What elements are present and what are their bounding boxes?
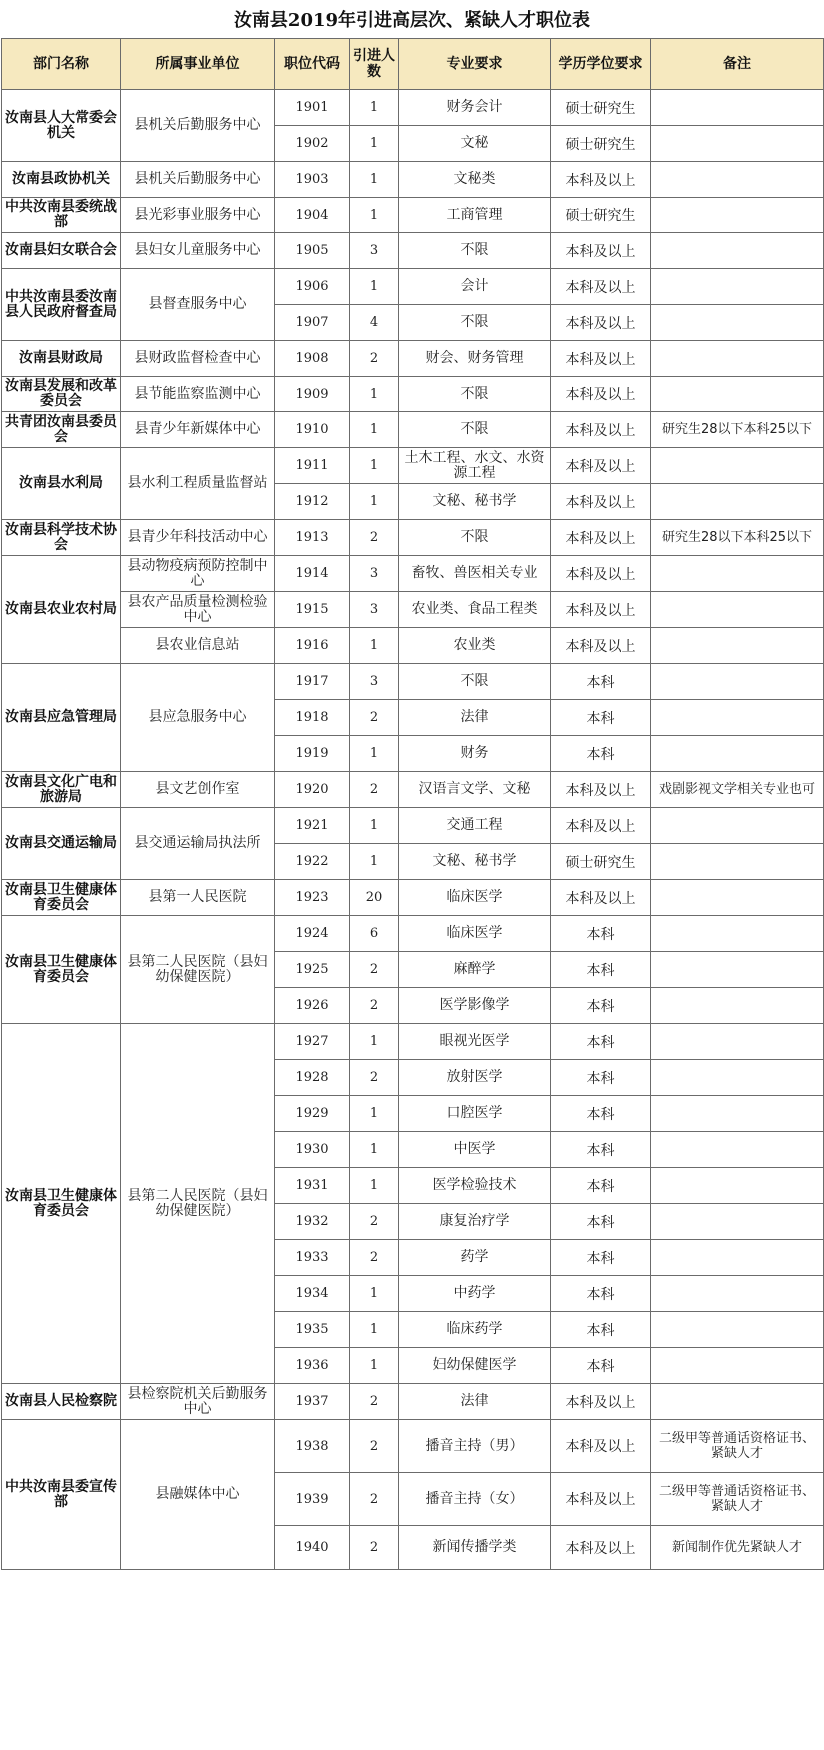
education-requirement-cell: 本科及以上	[551, 520, 651, 556]
education-requirement-cell: 本科及以上	[551, 808, 651, 844]
position-code-cell: 1935	[275, 1312, 350, 1348]
note-cell	[651, 1204, 824, 1240]
dept-name-cell: 中共汝南县委宣传部	[2, 1420, 121, 1570]
note-cell	[651, 556, 824, 592]
position-code-cell: 1908	[275, 341, 350, 377]
header-note: 备注	[651, 39, 824, 90]
position-code-cell: 1932	[275, 1204, 350, 1240]
major-requirement-cell: 中药学	[399, 1276, 551, 1312]
education-requirement-cell: 本科及以上	[551, 772, 651, 808]
job-positions-table	[1, 38, 824, 1570]
headcount-cell: 1	[350, 1348, 399, 1384]
major-requirement-cell: 不限	[399, 664, 551, 700]
education-requirement-cell: 本科及以上	[551, 341, 651, 377]
education-requirement-cell: 本科及以上	[551, 628, 651, 664]
major-requirement-cell: 工商管理	[399, 198, 551, 233]
major-requirement-cell: 播音主持（男）	[399, 1420, 551, 1473]
education-requirement-cell: 硕士研究生	[551, 844, 651, 880]
headcount-cell: 3	[350, 592, 399, 628]
header-dept: 部门名称	[2, 39, 121, 90]
headcount-cell: 2	[350, 1473, 399, 1526]
unit-name-cell: 县文艺创作室	[121, 772, 275, 808]
unit-name-cell: 县机关后勤服务中心	[121, 90, 275, 162]
education-requirement-cell: 本科及以上	[551, 1420, 651, 1473]
note-cell	[651, 1168, 824, 1204]
unit-name-cell: 县应急服务中心	[121, 664, 275, 772]
note-cell	[651, 1060, 824, 1096]
headcount-cell: 2	[350, 988, 399, 1024]
major-requirement-cell: 文秘类	[399, 162, 551, 198]
headcount-cell: 2	[350, 1204, 399, 1240]
headcount-cell: 1	[350, 1132, 399, 1168]
education-requirement-cell: 本科及以上	[551, 162, 651, 198]
dept-name-cell: 汝南县妇女联合会	[2, 233, 121, 269]
position-code-cell: 1933	[275, 1240, 350, 1276]
headcount-cell: 1	[350, 1024, 399, 1060]
unit-name-cell: 县农产品质量检测检验中心	[121, 592, 275, 628]
education-requirement-cell: 本科	[551, 1276, 651, 1312]
headcount-cell: 1	[350, 736, 399, 772]
major-requirement-cell: 眼视光医学	[399, 1024, 551, 1060]
dept-name-cell: 中共汝南县委汝南县人民政府督查局	[2, 269, 121, 341]
position-code-cell: 1913	[275, 520, 350, 556]
headcount-cell: 1	[350, 377, 399, 412]
education-requirement-cell: 本科	[551, 1132, 651, 1168]
education-requirement-cell: 本科及以上	[551, 412, 651, 448]
dept-name-cell: 汝南县卫生健康体育委员会	[2, 880, 121, 916]
headcount-cell: 1	[350, 162, 399, 198]
education-requirement-cell: 本科及以上	[551, 448, 651, 484]
position-code-cell: 1940	[275, 1526, 350, 1570]
position-code-cell: 1909	[275, 377, 350, 412]
headcount-cell: 3	[350, 233, 399, 269]
headcount-cell: 2	[350, 772, 399, 808]
header-row	[2, 39, 824, 90]
table-row	[2, 880, 824, 916]
table-row	[2, 520, 824, 556]
headcount-cell: 1	[350, 412, 399, 448]
position-code-cell: 1929	[275, 1096, 350, 1132]
dept-name-cell: 汝南县发展和改革委员会	[2, 377, 121, 412]
unit-name-cell: 县青少年科技活动中心	[121, 520, 275, 556]
education-requirement-cell: 本科	[551, 1096, 651, 1132]
education-requirement-cell: 本科	[551, 736, 651, 772]
education-requirement-cell: 本科	[551, 1348, 651, 1384]
dept-name-cell: 汝南县财政局	[2, 341, 121, 377]
headcount-cell: 1	[350, 1312, 399, 1348]
position-code-cell: 1903	[275, 162, 350, 198]
major-requirement-cell: 新闻传播学类	[399, 1526, 551, 1570]
education-requirement-cell: 本科	[551, 952, 651, 988]
dept-name-cell: 汝南县水利局	[2, 448, 121, 520]
table-row	[2, 162, 824, 198]
unit-name-cell: 县妇女儿童服务中心	[121, 233, 275, 269]
major-requirement-cell: 医学检验技术	[399, 1168, 551, 1204]
education-requirement-cell: 本科	[551, 1024, 651, 1060]
position-code-cell: 1922	[275, 844, 350, 880]
headcount-cell: 2	[350, 1420, 399, 1473]
education-requirement-cell: 本科	[551, 1060, 651, 1096]
position-code-cell: 1924	[275, 916, 350, 952]
major-requirement-cell: 不限	[399, 377, 551, 412]
table-row	[2, 916, 824, 952]
headcount-cell: 1	[350, 628, 399, 664]
note-cell	[651, 1384, 824, 1420]
position-code-cell: 1931	[275, 1168, 350, 1204]
major-requirement-cell: 不限	[399, 233, 551, 269]
position-code-cell: 1916	[275, 628, 350, 664]
education-requirement-cell: 本科及以上	[551, 233, 651, 269]
headcount-cell: 2	[350, 520, 399, 556]
headcount-cell: 3	[350, 556, 399, 592]
major-requirement-cell: 法律	[399, 700, 551, 736]
header-code: 职位代码	[275, 39, 350, 90]
unit-name-cell: 县财政监督检查中心	[121, 341, 275, 377]
headcount-cell: 1	[350, 1096, 399, 1132]
position-code-cell: 1934	[275, 1276, 350, 1312]
table-row	[2, 772, 824, 808]
table-row	[2, 198, 824, 233]
major-requirement-cell: 放射医学	[399, 1060, 551, 1096]
unit-name-cell: 县第二人民医院（县妇幼保健医院）	[121, 1024, 275, 1384]
major-requirement-cell: 临床药学	[399, 1312, 551, 1348]
table-row	[2, 556, 824, 592]
table-row	[2, 664, 824, 700]
note-cell	[651, 305, 824, 341]
unit-name-cell: 县农业信息站	[121, 628, 275, 664]
position-code-cell: 1905	[275, 233, 350, 269]
unit-name-cell: 县检察院机关后勤服务中心	[121, 1384, 275, 1420]
major-requirement-cell: 农业类	[399, 628, 551, 664]
note-cell	[651, 592, 824, 628]
note-cell	[651, 844, 824, 880]
headcount-cell: 1	[350, 484, 399, 520]
major-requirement-cell: 财务	[399, 736, 551, 772]
major-requirement-cell: 播音主持（女）	[399, 1473, 551, 1526]
position-code-cell: 1901	[275, 90, 350, 126]
note-cell	[651, 916, 824, 952]
note-cell	[651, 1132, 824, 1168]
unit-name-cell: 县动物疫病预防控制中心	[121, 556, 275, 592]
dept-name-cell: 汝南县交通运输局	[2, 808, 121, 880]
major-requirement-cell: 医学影像学	[399, 988, 551, 1024]
position-code-cell: 1904	[275, 198, 350, 233]
table-row	[2, 90, 824, 126]
note-cell	[651, 880, 824, 916]
note-cell: 戏剧影视文学相关专业也可	[651, 772, 824, 808]
headcount-cell: 2	[350, 1384, 399, 1420]
table-row	[2, 269, 824, 305]
unit-name-cell: 县督查服务中心	[121, 269, 275, 341]
table-row	[2, 1384, 824, 1420]
major-requirement-cell: 财会、财务管理	[399, 341, 551, 377]
major-requirement-cell: 畜牧、兽医相关专业	[399, 556, 551, 592]
table-row	[2, 1420, 824, 1473]
education-requirement-cell: 本科及以上	[551, 1473, 651, 1526]
headcount-cell: 1	[350, 269, 399, 305]
education-requirement-cell: 本科	[551, 988, 651, 1024]
major-requirement-cell: 不限	[399, 412, 551, 448]
note-cell	[651, 988, 824, 1024]
note-cell	[651, 1240, 824, 1276]
major-requirement-cell: 土木工程、水文、水资源工程	[399, 448, 551, 484]
major-requirement-cell: 财务会计	[399, 90, 551, 126]
position-code-cell: 1918	[275, 700, 350, 736]
headcount-cell: 4	[350, 305, 399, 341]
table-row	[2, 233, 824, 269]
note-cell	[651, 484, 824, 520]
education-requirement-cell: 本科及以上	[551, 305, 651, 341]
education-requirement-cell: 本科	[551, 916, 651, 952]
note-cell	[651, 1348, 824, 1384]
education-requirement-cell: 本科	[551, 1240, 651, 1276]
headcount-cell: 2	[350, 1526, 399, 1570]
major-requirement-cell: 口腔医学	[399, 1096, 551, 1132]
major-requirement-cell: 不限	[399, 520, 551, 556]
dept-name-cell: 汝南县科学技术协会	[2, 520, 121, 556]
unit-name-cell: 县光彩事业服务中心	[121, 198, 275, 233]
header-major: 专业要求	[399, 39, 551, 90]
major-requirement-cell: 汉语言文学、文秘	[399, 772, 551, 808]
position-code-cell: 1907	[275, 305, 350, 341]
note-cell	[651, 808, 824, 844]
table-row	[2, 628, 824, 664]
note-cell	[651, 700, 824, 736]
headcount-cell: 1	[350, 1276, 399, 1312]
unit-name-cell: 县交通运输局执法所	[121, 808, 275, 880]
note-cell	[651, 448, 824, 484]
major-requirement-cell: 文秘	[399, 126, 551, 162]
education-requirement-cell: 本科及以上	[551, 880, 651, 916]
table-row	[2, 1024, 824, 1060]
note-cell	[651, 1024, 824, 1060]
headcount-cell: 1	[350, 90, 399, 126]
note-cell	[651, 628, 824, 664]
unit-name-cell: 县青少年新媒体中心	[121, 412, 275, 448]
page-title: 汝南县2019年引进高层次、紧缺人才职位表	[233, 10, 591, 31]
headcount-cell: 2	[350, 700, 399, 736]
position-code-cell: 1939	[275, 1473, 350, 1526]
header-education: 学历学位要求	[551, 39, 651, 90]
note-cell: 二级甲等普通话资格证书、紧缺人才	[651, 1473, 824, 1526]
unit-name-cell: 县水利工程质量监督站	[121, 448, 275, 520]
unit-name-cell: 县第一人民医院	[121, 880, 275, 916]
table-row	[2, 341, 824, 377]
major-requirement-cell: 交通工程	[399, 808, 551, 844]
major-requirement-cell: 文秘、秘书学	[399, 844, 551, 880]
major-requirement-cell: 临床医学	[399, 880, 551, 916]
education-requirement-cell: 本科及以上	[551, 1384, 651, 1420]
position-code-cell: 1936	[275, 1348, 350, 1384]
major-requirement-cell: 麻醉学	[399, 952, 551, 988]
position-code-cell: 1926	[275, 988, 350, 1024]
dept-name-cell: 汝南县政协机关	[2, 162, 121, 198]
position-code-cell: 1920	[275, 772, 350, 808]
headcount-cell: 2	[350, 1060, 399, 1096]
position-code-cell: 1938	[275, 1420, 350, 1473]
note-cell	[651, 1312, 824, 1348]
education-requirement-cell: 本科	[551, 1312, 651, 1348]
education-requirement-cell: 本科及以上	[551, 556, 651, 592]
note-cell	[651, 198, 824, 233]
position-code-cell: 1927	[275, 1024, 350, 1060]
dept-name-cell: 汝南县人大常委会机关	[2, 90, 121, 162]
education-requirement-cell: 本科	[551, 1204, 651, 1240]
position-code-cell: 1906	[275, 269, 350, 305]
note-cell: 研究生28以下本科25以下	[651, 412, 824, 448]
major-requirement-cell: 康复治疗学	[399, 1204, 551, 1240]
unit-name-cell: 县融媒体中心	[121, 1420, 275, 1570]
headcount-cell: 1	[350, 448, 399, 484]
headcount-cell: 2	[350, 952, 399, 988]
dept-name-cell: 汝南县文化广电和旅游局	[2, 772, 121, 808]
education-requirement-cell: 本科及以上	[551, 592, 651, 628]
table-row	[2, 412, 824, 448]
note-cell	[651, 90, 824, 126]
note-cell	[651, 269, 824, 305]
position-code-cell: 1928	[275, 1060, 350, 1096]
note-cell	[651, 162, 824, 198]
note-cell	[651, 664, 824, 700]
position-code-cell: 1917	[275, 664, 350, 700]
education-requirement-cell: 本科及以上	[551, 269, 651, 305]
dept-name-cell: 汝南县应急管理局	[2, 664, 121, 772]
position-code-cell: 1915	[275, 592, 350, 628]
table-row	[2, 592, 824, 628]
note-cell	[651, 952, 824, 988]
headcount-cell: 6	[350, 916, 399, 952]
table-row	[2, 448, 824, 484]
note-cell: 新闻制作优先紧缺人才	[651, 1526, 824, 1570]
position-code-cell: 1914	[275, 556, 350, 592]
position-code-cell: 1925	[275, 952, 350, 988]
position-code-cell: 1902	[275, 126, 350, 162]
position-code-cell: 1912	[275, 484, 350, 520]
dept-name-cell: 汝南县农业农村局	[2, 556, 121, 664]
note-cell	[651, 1276, 824, 1312]
position-code-cell: 1911	[275, 448, 350, 484]
education-requirement-cell: 本科及以上	[551, 484, 651, 520]
dept-name-cell: 汝南县卫生健康体育委员会	[2, 916, 121, 1024]
headcount-cell: 1	[350, 844, 399, 880]
position-code-cell: 1923	[275, 880, 350, 916]
major-requirement-cell: 妇幼保健医学	[399, 1348, 551, 1384]
headcount-cell: 3	[350, 664, 399, 700]
position-code-cell: 1919	[275, 736, 350, 772]
position-code-cell: 1937	[275, 1384, 350, 1420]
dept-name-cell: 汝南县卫生健康体育委员会	[2, 1024, 121, 1384]
headcount-cell: 1	[350, 1168, 399, 1204]
education-requirement-cell: 本科	[551, 1168, 651, 1204]
education-requirement-cell: 本科	[551, 664, 651, 700]
note-cell	[651, 126, 824, 162]
education-requirement-cell: 本科及以上	[551, 1526, 651, 1570]
dept-name-cell: 中共汝南县委统战部	[2, 198, 121, 233]
header-count: 引进人数	[350, 39, 399, 90]
position-code-cell: 1921	[275, 808, 350, 844]
position-code-cell: 1930	[275, 1132, 350, 1168]
education-requirement-cell: 本科	[551, 700, 651, 736]
education-requirement-cell: 本科及以上	[551, 377, 651, 412]
major-requirement-cell: 中医学	[399, 1132, 551, 1168]
table-row	[2, 377, 824, 412]
note-cell	[651, 736, 824, 772]
header-unit: 所属事业单位	[121, 39, 275, 90]
dept-name-cell: 共青团汝南县委员会	[2, 412, 121, 448]
unit-name-cell: 县第二人民医院（县妇幼保健医院）	[121, 916, 275, 1024]
unit-name-cell: 县节能监察监测中心	[121, 377, 275, 412]
note-cell	[651, 1096, 824, 1132]
dept-name-cell: 汝南县人民检察院	[2, 1384, 121, 1420]
unit-name-cell: 县机关后勤服务中心	[121, 162, 275, 198]
headcount-cell: 2	[350, 341, 399, 377]
headcount-cell: 1	[350, 126, 399, 162]
major-requirement-cell: 会计	[399, 269, 551, 305]
education-requirement-cell: 硕士研究生	[551, 90, 651, 126]
major-requirement-cell: 农业类、食品工程类	[399, 592, 551, 628]
note-cell	[651, 341, 824, 377]
education-requirement-cell: 硕士研究生	[551, 198, 651, 233]
note-cell: 二级甲等普通话资格证书、紧缺人才	[651, 1420, 824, 1473]
note-cell: 研究生28以下本科25以下	[651, 520, 824, 556]
major-requirement-cell: 不限	[399, 305, 551, 341]
education-requirement-cell: 硕士研究生	[551, 126, 651, 162]
table-row	[2, 808, 824, 844]
note-cell	[651, 233, 824, 269]
major-requirement-cell: 文秘、秘书学	[399, 484, 551, 520]
headcount-cell: 1	[350, 198, 399, 233]
headcount-cell: 1	[350, 808, 399, 844]
major-requirement-cell: 法律	[399, 1384, 551, 1420]
position-code-cell: 1910	[275, 412, 350, 448]
major-requirement-cell: 药学	[399, 1240, 551, 1276]
headcount-cell: 20	[350, 880, 399, 916]
note-cell	[651, 377, 824, 412]
major-requirement-cell: 临床医学	[399, 916, 551, 952]
headcount-cell: 2	[350, 1240, 399, 1276]
